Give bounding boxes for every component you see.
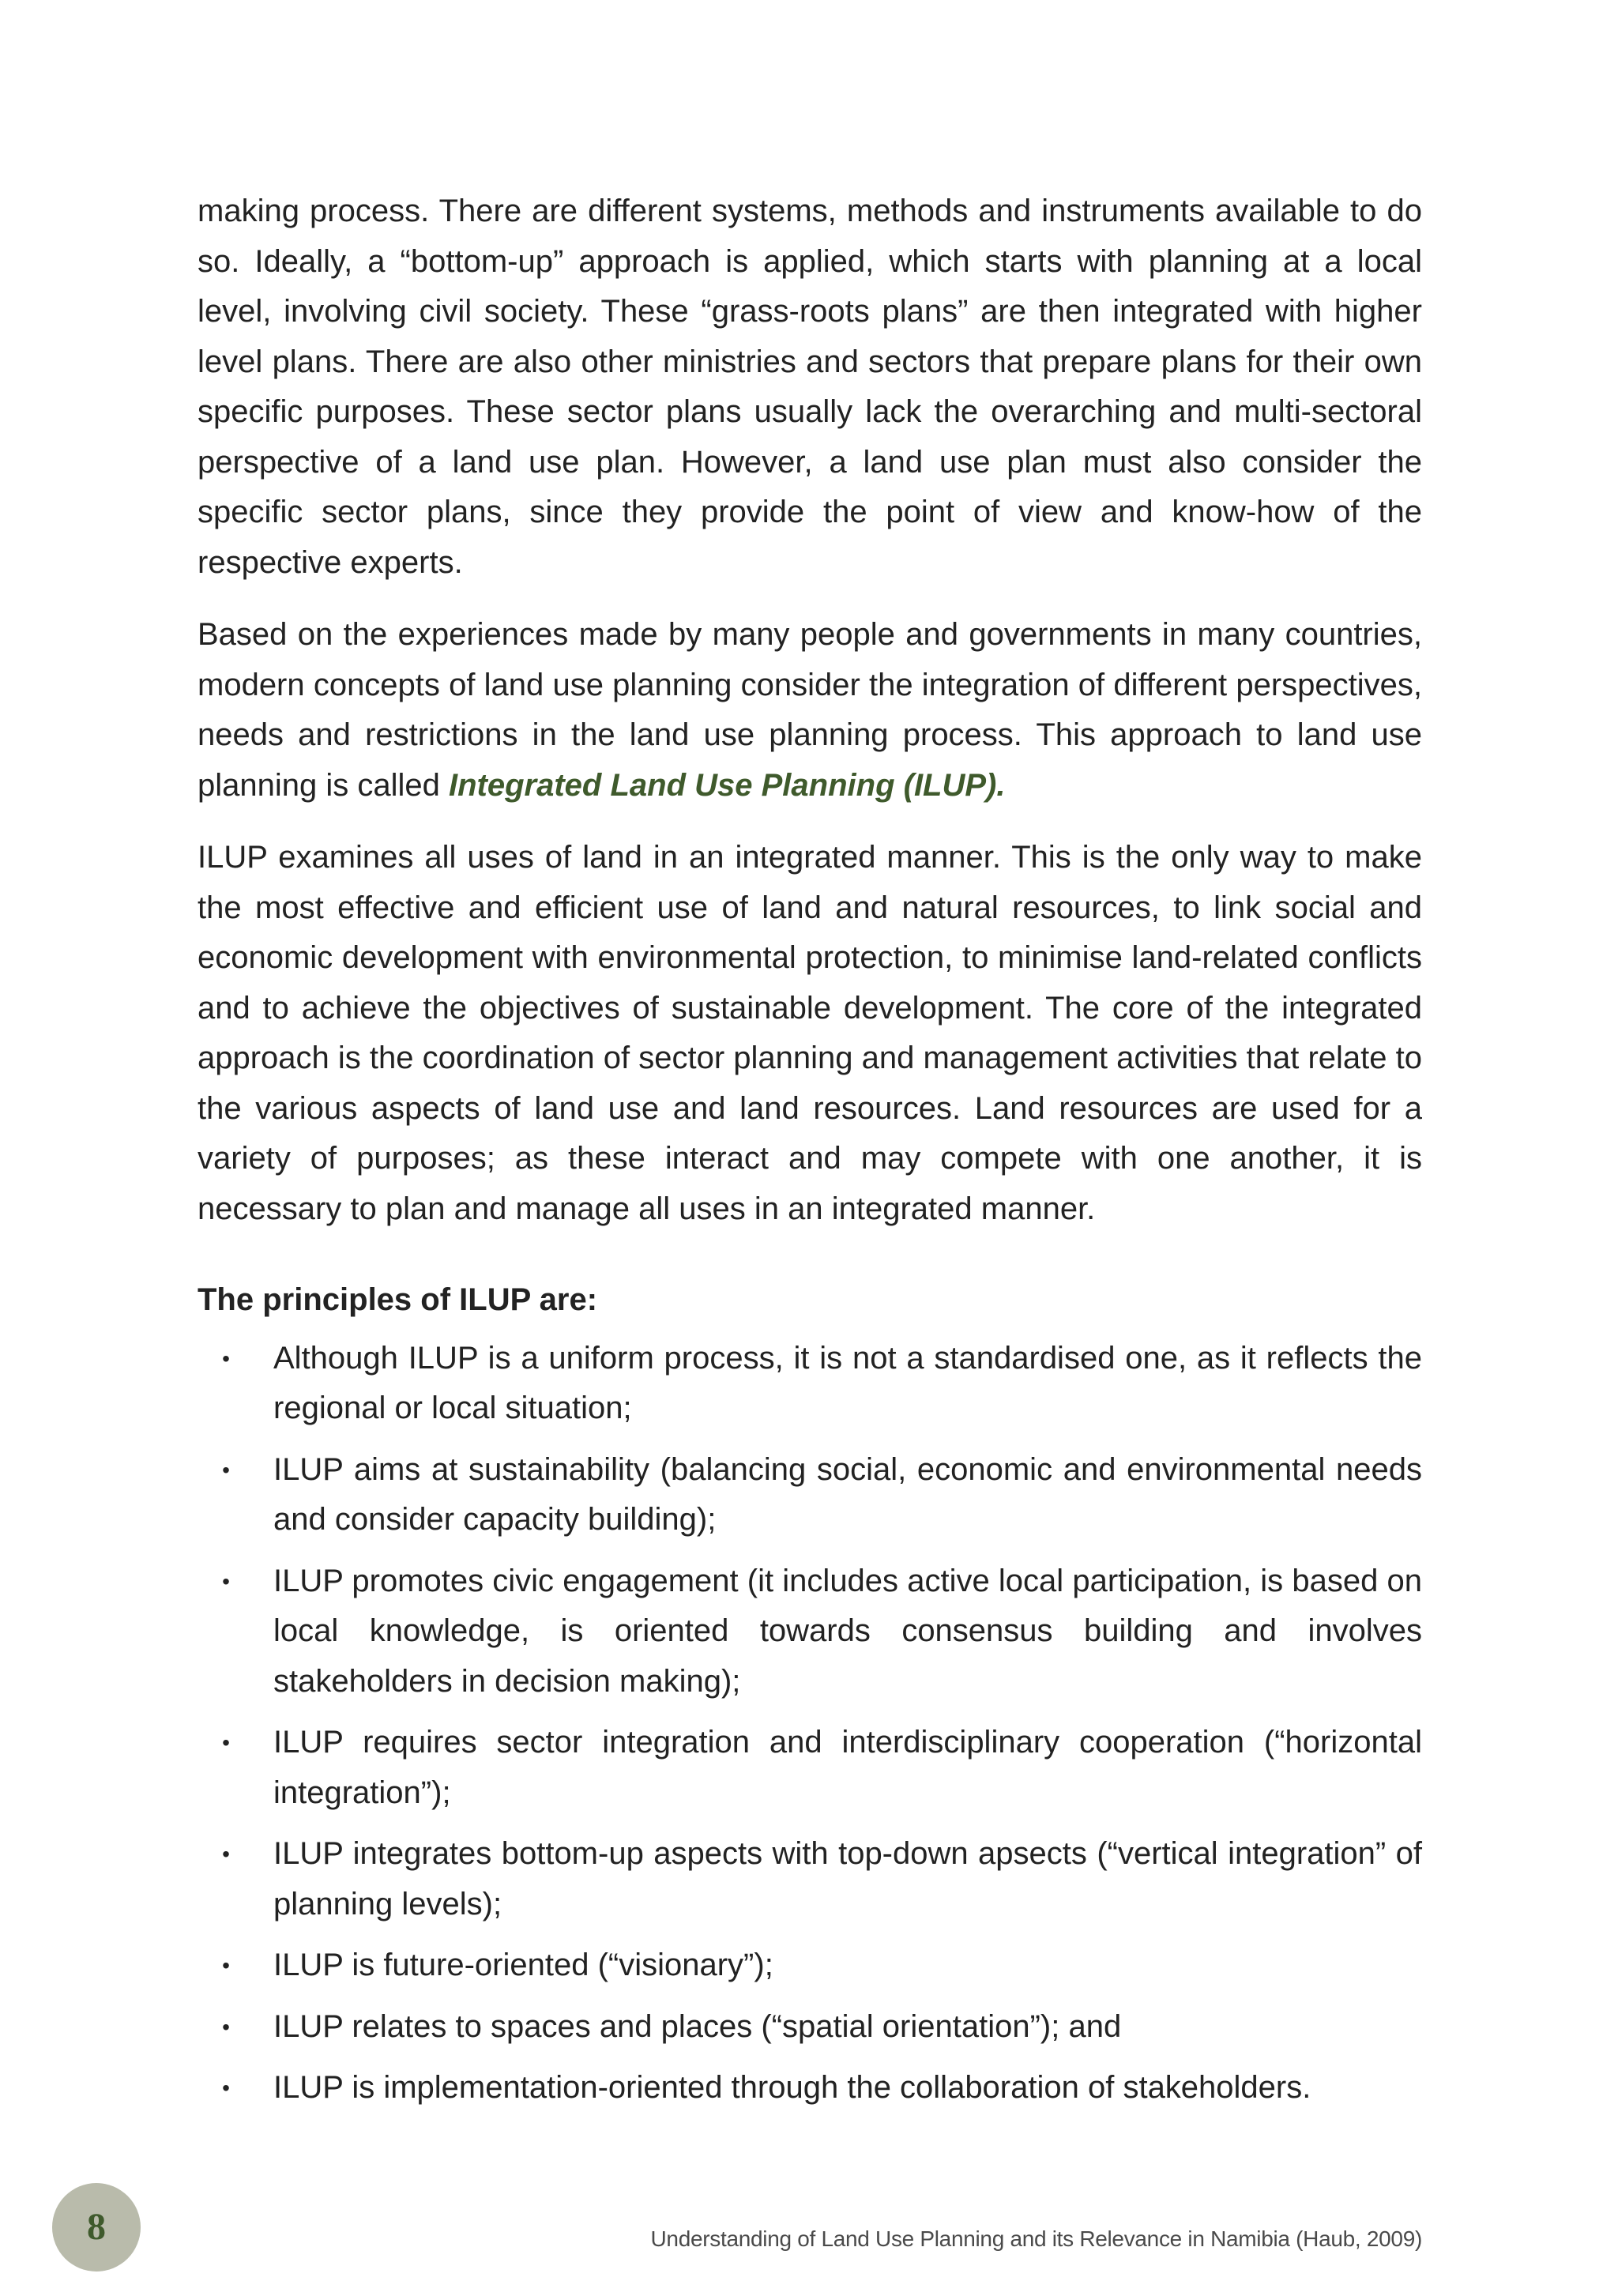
list-item bbox=[198, 2002, 1422, 2053]
bullet-icon: • bbox=[222, 2076, 230, 2100]
paragraph-ilup-examines: ILUP examines all uses of land in an integrated manner. This is the only way to make the most effective and efficient use of land and natural resources, to link social and economic development with environmental protection, to minimise land-related conflicts and to achieve the objectives of sustainable development. The core of the integrated approach is the coordination of sector planning and management activities that relate to the various aspects of land use and land resources. Land resources are used for a variety of purposes; as these interact and may compete with one another, it is necessary to plan and manage all uses in an integrated manner. bbox=[198, 840, 1422, 1226]
list-item-text: Although ILUP is a uniform process, it is not a standardised one, as it reflects the regional or local situation; bbox=[273, 1340, 1422, 1425]
paragraph-ilup-definition bbox=[198, 610, 1422, 811]
list-item-text: ILUP relates to spaces and places (“spatial orientation”); and bbox=[273, 2008, 1122, 2044]
list-item bbox=[198, 1556, 1422, 1707]
page-number-badge: 8 bbox=[52, 2183, 141, 2272]
list-item-text: ILUP integrates bottom-up aspects with top-down apsects (“vertical integration” of planning levels); bbox=[273, 1836, 1422, 1921]
bullet-icon: • bbox=[222, 2014, 230, 2039]
list-item-text: ILUP is future-oriented (“visionary”); bbox=[273, 1948, 773, 1982]
list-item bbox=[198, 1445, 1422, 1545]
bullet-icon: • bbox=[222, 1953, 230, 1978]
footer-citation: Understanding of Land Use Planning and its Relevance in Namibia (Haub, 2009) bbox=[650, 2226, 1422, 2251]
list-item bbox=[198, 1940, 1422, 1991]
list-item-text: ILUP requires sector integration and interdisciplinary cooperation (“horizontal integration”); bbox=[273, 1725, 1422, 1810]
list-item-text: ILUP is implementation-oriented through the collaboration of stakeholders. bbox=[273, 2070, 1311, 2105]
bullet-icon: • bbox=[222, 1842, 230, 1866]
list-item bbox=[198, 2063, 1422, 2113]
ilup-term-highlight: Integrated Land Use Planning (ILUP). bbox=[449, 767, 1006, 803]
principles-list bbox=[198, 1334, 1422, 2113]
list-item-text: ILUP promotes civic engagement (it includes active local participation, is based on local knowledge, is oriented towards consensus building and involves stakeholders in decision making); bbox=[273, 1563, 1422, 1699]
bullet-icon: • bbox=[222, 1568, 230, 1594]
list-item bbox=[198, 1334, 1422, 1434]
list-item bbox=[198, 1718, 1422, 1818]
bullet-icon: • bbox=[222, 1346, 230, 1371]
list-item-text: ILUP aims at sustainability (balancing social, economic and environmental needs and consider capacity building); bbox=[273, 1451, 1422, 1537]
paragraph-planning-systems: making process. There are different systems, methods and instruments available to do so. Ideally, a “bottom-up” approach is applied, which starts with planning at a local level, involving civil society. These “grass-roots plans” are then integrated with higher level plans. There are also other ministries and sectors that prepare plans for their own specific purposes. These sector plans usually lack the overarching and multi-sectoral perspective of a land use plan. However, a land use plan must also consider the specific sector plans, since they provide the point of view and know-how of the respective experts. bbox=[198, 194, 1422, 580]
page-body bbox=[198, 186, 1422, 2125]
bullet-icon: • bbox=[222, 1457, 230, 1482]
bullet-icon: • bbox=[222, 1730, 230, 1755]
list-item bbox=[198, 1829, 1422, 1929]
paragraph-ilup-definition-text: Based on the experiences made by many people and governments in many countries, modern concepts of land use planning consider the integration of different perspectives, needs and restrictions in the land use planning process. This approach to land use planning is called bbox=[198, 617, 1422, 803]
principles-heading: The principles of ILUP are: bbox=[198, 1282, 598, 1317]
